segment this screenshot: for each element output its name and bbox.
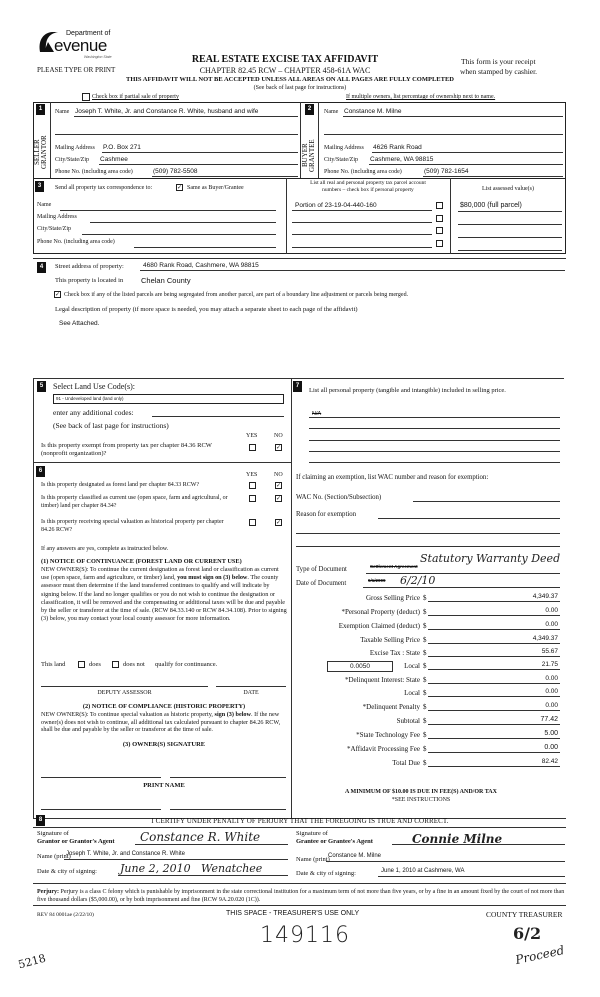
sec5-no-header: NO [274, 433, 283, 439]
tax-row-label: Gross Selling Price [365, 594, 420, 602]
seller-phone-label: Phone No. (including area code) [55, 169, 133, 175]
section-3-badge: 3 [35, 181, 44, 192]
personal-property-checkbox[interactable] [436, 227, 443, 234]
county-field[interactable]: Chelan County [141, 276, 191, 285]
if-yes-note: If any answers are yes, complete as instructed below. [41, 546, 169, 552]
does-not-checkbox[interactable] [112, 661, 119, 668]
form-title: REAL ESTATE EXCISE TAX AFFIDAVIT [191, 54, 379, 65]
sec6-no-header: NO [274, 472, 283, 478]
personal-property-label: List all personal property (tangible and intangible) included in selling price. [309, 387, 506, 394]
wac-field[interactable] [413, 501, 560, 502]
certify-statement: I CERTIFY UNDER PENALTY OF PERJURY THAT THE FOREGOING IS TRUE AND CORRECT. [151, 817, 449, 825]
buyer-phone-label: Phone No. (including area code) [324, 169, 402, 175]
currency-symbol: $ [423, 731, 427, 739]
section-8-badge: 8 [36, 815, 45, 826]
currency-symbol: $ [423, 717, 427, 725]
personal-property-value[interactable]: N/A [312, 411, 322, 417]
tax-row-label: *Personal Property (deduct) [341, 608, 420, 616]
legal-description-field[interactable]: See Attached. [59, 320, 100, 327]
currency-symbol: $ [423, 622, 427, 630]
sec3-address-label: Mailing Address [37, 214, 77, 220]
buyer-city-field[interactable]: Cashmere, WA 98815 [370, 156, 434, 163]
section-6-badge: 6 [36, 466, 45, 477]
currency-symbol: $ [423, 689, 427, 697]
revenue-logo [36, 28, 126, 62]
tax-row-value[interactable]: 5.00 [544, 730, 558, 737]
form-warning: THIS AFFIDAVIT WILL NOT BE ACCEPTED UNLESS ALL AREAS ON ALL PAGES ARE FULLY COMPLETED [126, 76, 454, 83]
buyer-city-label: City/State/Zip [324, 157, 358, 163]
sec6-q2-yes-checkbox[interactable] [249, 495, 256, 502]
notice-2-title: (2) NOTICE OF COMPLIANCE (HISTORIC PROPERTY) [82, 703, 246, 710]
please-type-text: PLEASE TYPE OR PRINT [37, 66, 116, 74]
located-in-label: This property is located in [55, 277, 124, 284]
receipt-note-2: when stamped by cashier. [460, 67, 538, 76]
exempt-no-checkbox[interactable]: ✓ [276, 444, 282, 451]
sec6-q1-no-checkbox[interactable]: ✓ [276, 482, 282, 489]
seller-grantor-label: SELLER GRANTOR [33, 135, 48, 170]
receipt-note-1: This form is your receipt [461, 57, 536, 66]
assessed-value-field[interactable] [458, 224, 562, 225]
additional-codes-label: enter any additional codes: [53, 408, 134, 417]
reason-label: Reason for exemption [296, 511, 357, 518]
grantee-date-field[interactable]: June 1, 2010 at Cashmere, WA [381, 868, 465, 874]
reason-field[interactable] [378, 518, 560, 519]
currency-symbol: $ [423, 608, 427, 616]
sec3-name-label: Name [37, 202, 52, 208]
same-as-buyer-checkbox[interactable]: ✓ [177, 184, 183, 191]
tax-row-label: Excise Tax : State [369, 649, 420, 657]
see-instructions-note: *SEE INSTRUCTIONS [391, 797, 451, 803]
seller-city-label: City/State/Zip [55, 157, 89, 163]
tax-row-value[interactable]: 0.00 [545, 675, 558, 682]
does-label: does [89, 661, 101, 668]
buyer-phone-field[interactable]: (509) 782-1654 [424, 168, 469, 175]
this-land-label: This land [41, 661, 66, 668]
form-revision: REV 84 0001ae (2/22/10) [37, 912, 94, 918]
multiple-owners-note: If multiple owners, list percentage of ownership next to name. [346, 94, 496, 100]
treasurer-use-label: THIS SPACE - TREASURER'S USE ONLY [226, 910, 360, 917]
segregated-label: Check box if any of the listed parcels are being segregated from another parcel, are part of a boundary line adjustment or parcels being merged. [64, 292, 409, 298]
segregated-checkbox[interactable]: ✓ [55, 291, 61, 298]
sec3-city-label: City/State/Zip [37, 226, 71, 232]
grantor-name-label: Name (print) [37, 853, 71, 860]
section-6-box [33, 462, 291, 818]
personal-property-checkbox[interactable] [436, 202, 443, 209]
seller-name-field[interactable]: Joseph T. White, Jr. and Constance R. White, husband and wife [75, 108, 259, 115]
tax-row-label: *Delinquent Penalty [362, 703, 420, 711]
doc-date-field[interactable]: 6/2/10 [400, 574, 436, 587]
doc-date-label: Date of Document [296, 580, 347, 587]
buyer-name-field[interactable]: Constance M. Milne [344, 108, 402, 115]
currency-symbol: $ [423, 759, 427, 767]
tax-row-value[interactable]: 0.00 [545, 621, 558, 628]
currency-symbol: $ [423, 662, 427, 670]
wac-label: WAC No. (Section/Subsection) [296, 494, 382, 501]
tax-row-label: *Delinquent Interest: State [344, 676, 420, 684]
does-not-label: does not [123, 661, 145, 668]
sec5-yes-header: YES [246, 433, 258, 439]
street-address-label: Street address of property: [55, 263, 124, 270]
buyer-address-field[interactable]: 4626 Rank Road [373, 144, 422, 151]
seller-name-label: Name [55, 109, 70, 115]
send-correspondence-label: Send all property tax correspondence to: [55, 185, 153, 191]
section-2-badge: 2 [305, 104, 314, 115]
logo-dept-text: Department of [66, 30, 111, 37]
tax-row-label: Local [404, 662, 420, 670]
currency-symbol: $ [423, 676, 427, 684]
logo-name-text: evenue [54, 36, 107, 55]
doc-type-label: Type of Document [296, 566, 347, 573]
tax-row-value[interactable]: 82.42 [541, 758, 558, 765]
notice-1-title: (1) NOTICE OF CONTINUANCE (FOREST LAND OR CURRENT USE) [41, 558, 242, 565]
currency-symbol: $ [423, 649, 427, 657]
does-checkbox[interactable] [78, 661, 85, 668]
handwritten-left-number: 5218 [16, 951, 48, 972]
sec3-phone-field[interactable] [134, 247, 276, 248]
grantor-signature[interactable]: Constance R. White [140, 830, 261, 844]
doc-type-field[interactable]: Statutory Warranty Deed [420, 552, 561, 565]
tax-row-value[interactable]: 0.00 [545, 607, 558, 614]
land-use-code-select[interactable]: 91 - Undeveloped land (land only) [53, 394, 284, 404]
legal-description-label: Legal description of property (if more space is needed, you may attach a separate sheet to each page of the affidavit) [55, 306, 358, 313]
handwritten-receipt-number: 149116 [260, 923, 350, 948]
street-address-field[interactable]: 4680 Rank Road, Cashmere, WA 98815 [143, 262, 259, 269]
assessed-value-field[interactable]: $80,000 (full parcel) [460, 202, 522, 209]
sec3-city-field[interactable] [82, 234, 276, 235]
tax-row-label: Taxable Selling Price [360, 636, 420, 644]
owner-signature-title: (3) OWNER(S) SIGNATURE [122, 741, 206, 748]
sec6-question-text: Is this property classified as current use (open space, farm and agricultural, or timber) land per chapter 84.34? [41, 495, 228, 509]
tax-row-label: *State Technology Fee [356, 731, 420, 739]
same-as-buyer-label: Same as Buyer/Grantee [187, 185, 244, 191]
section-5-badge: 5 [37, 381, 46, 392]
select-land-use-label: Select Land Use Code(s): [53, 382, 135, 391]
sec3-phone-label: Phone No. (including area code) [37, 239, 115, 245]
tax-row-label: Total Due [392, 759, 420, 767]
county-treasurer-label: COUNTY TREASURER [486, 910, 563, 919]
doc-date-struck: 9/1/2009 [368, 578, 386, 583]
buyer-address-label: Mailing Address [324, 145, 364, 151]
sec6-question-text: Is this property designated as forest land per chapter 84.33 RCW? [41, 482, 200, 488]
sec6-question-text: Is this property receiving special valuation as historical property per chapter 84.26 RCW? [41, 519, 224, 533]
personal-property-checkbox[interactable] [436, 215, 443, 222]
deputy-assessor-signature-line[interactable] [41, 686, 208, 687]
minimum-due-note: A MINIMUM OF $10.00 IS DUE IN FEE(S) AND/OR TAX [345, 789, 497, 795]
assessed-header: List assessed value(s) [482, 186, 534, 192]
assessed-value-field[interactable] [458, 250, 562, 251]
sec6-q2-no-checkbox[interactable]: ✓ [276, 495, 282, 502]
personal-property-checkbox[interactable] [436, 240, 443, 247]
tax-row-value[interactable]: 4,349.37 [532, 593, 558, 600]
handwritten-proceed-mark: Proceed [514, 942, 566, 968]
grantor-date-label: Date & city of signing: [37, 868, 97, 875]
tax-row-value[interactable]: 0.00 [544, 744, 558, 751]
sec6-q3-yes-checkbox[interactable] [249, 519, 256, 526]
owner-signature-line-1[interactable] [41, 777, 161, 778]
local-rate-field[interactable]: 0.0050 [327, 661, 393, 672]
buyer-name-label: Name [324, 109, 339, 115]
print-name-label: PRINT NAME [143, 782, 185, 789]
section-4-badge: 4 [37, 262, 46, 273]
currency-symbol: $ [423, 745, 427, 753]
parcel-header: List all real and personal property tax parcel account numbers – check box if personal property [310, 180, 426, 193]
notice-2-body: NEW OWNER(S): To continue special valuation as historic property, sign (3) below. If the new owner(s) does not wish to continue, all additional tax calculated pursuant to chapter 84.26 RCW, shall be due and payable by the seller or transferor at the time of sale. [41, 711, 281, 733]
grantor-date-field[interactable]: June 2, 2010 Wenatchee [120, 862, 263, 875]
tax-row-value[interactable]: 4,349.37 [532, 635, 558, 642]
seller-address-label: Mailing Address [55, 145, 95, 151]
seller-phone-field[interactable]: (509) 782-5508 [153, 168, 198, 175]
see-back-note: (See back of last page for instructions) [253, 85, 347, 91]
exempt-yes-checkbox[interactable] [249, 444, 256, 451]
parcel-number-field[interactable] [292, 247, 432, 248]
additional-codes-field[interactable] [152, 416, 284, 417]
grantee-name-label: Name (print) [296, 856, 330, 863]
sec6-q1-yes-checkbox[interactable] [249, 482, 256, 489]
sec6-q3-no-checkbox[interactable]: ✓ [276, 519, 282, 526]
buyer-grantee-label: BUYER GRANTEE [301, 139, 316, 172]
grantee-sig-label: Signature of Grantee or Grantee's Agent [296, 830, 373, 845]
tax-row-label: *Affidavit Processing Fee [347, 745, 420, 753]
notice-1-body: NEW OWNER(S): To continue the current designation as forest land or classification as current use (open space, farm and agriculture, or timber) land, you must sign on (3) below. The county assessor must then determine if the land transferred continues to qualify and will indicate by signing below. If the land no longer qualifies or you do not wish to continue the designation or classification, it will be removed and the compensating or additional taxes will be due and payable by the seller or transferor at the time of sale. (RCW 84.33.140 or RCW 84.34.108). Prior to signing (3) below, you may contact your local county assessor for more information. [41, 566, 287, 623]
handwritten-date-mark: 6/2 [513, 924, 542, 943]
seller-address-field[interactable]: P.O. Box 271 [103, 144, 141, 151]
tax-row-value[interactable]: 21.75 [541, 661, 558, 668]
section-7-badge: 7 [293, 381, 302, 392]
print-name-line-2[interactable] [170, 809, 286, 810]
tax-row-value[interactable]: 0.00 [545, 688, 558, 695]
assessor-date-line[interactable] [216, 686, 286, 687]
grantee-name-field[interactable]: Constance M. Milne [328, 853, 382, 859]
grantor-name-field[interactable]: Joseph T. White, Jr. and Constance R. White [66, 851, 185, 857]
sec6-yes-header: YES [246, 472, 258, 478]
tax-row-label: Exemption Claimed (deduct) [338, 622, 420, 630]
currency-symbol: $ [423, 636, 427, 644]
grantee-signature[interactable]: Connie Milne [412, 832, 503, 846]
perjury-notice: Perjury: Perjury is a class C felony which is punishable by imprisonment in the state correctional institution for a maximum term of not more than five years, or by a fine in an amount fixed by the court of not more than five thousand dollars ($5,000.00), or by both imprisonment and fine (RCW 9A.20.020 (1C)). [37, 889, 565, 903]
parcel-number-field[interactable] [292, 222, 432, 223]
tax-row-label: Subtotal [396, 717, 420, 725]
currency-symbol: $ [423, 594, 427, 602]
section-1-badge: 1 [36, 104, 45, 115]
deputy-assessor-label: DEPUTY ASSESSOR [97, 690, 152, 696]
sec3-name-field[interactable] [60, 210, 276, 211]
tax-row-value[interactable]: 77.42 [540, 716, 558, 723]
owner-signature-line-2[interactable] [170, 777, 286, 778]
partial-sale-checkbox[interactable] [82, 93, 90, 101]
sec3-address-field[interactable] [90, 222, 276, 223]
exempt-question: Is this property exempt from property tax per chapter 84.36 RCW (nonprofit organization)? [41, 442, 212, 457]
assessed-value-field[interactable] [458, 237, 562, 238]
doc-type-struck: Settlement Agreement [370, 564, 418, 569]
currency-symbol: $ [423, 703, 427, 711]
form-subtitle: CHAPTER 82.45 RCW – CHAPTER 458-61A WAC [199, 66, 371, 75]
sec5-see-back: (See back of last page for instructions) [53, 421, 169, 430]
qualify-label: qualify for continuance. [155, 661, 218, 668]
grantor-sig-label: Signature of Grantor or Grantor's Agent [37, 830, 115, 845]
parcel-number-field[interactable] [292, 234, 432, 235]
tax-row-value[interactable]: 55.67 [541, 648, 558, 655]
parcel-number-field[interactable]: Portion of 23-19-04-440-160 [295, 202, 377, 209]
grantee-date-label: Date & city of signing: [296, 870, 356, 877]
tax-row-value[interactable]: 0.00 [545, 702, 558, 709]
tax-row-label: Local [404, 689, 420, 697]
logo-state-text: Washington State [84, 55, 112, 59]
print-name-line-1[interactable] [41, 809, 161, 810]
partial-sale-label: Check box if partial sale of property [92, 94, 179, 100]
date-label: DATE [243, 690, 259, 696]
exemption-label: If claiming an exemption, list WAC number and reason for exemption: [296, 474, 489, 481]
seller-city-field[interactable]: Cashmee [100, 156, 128, 163]
